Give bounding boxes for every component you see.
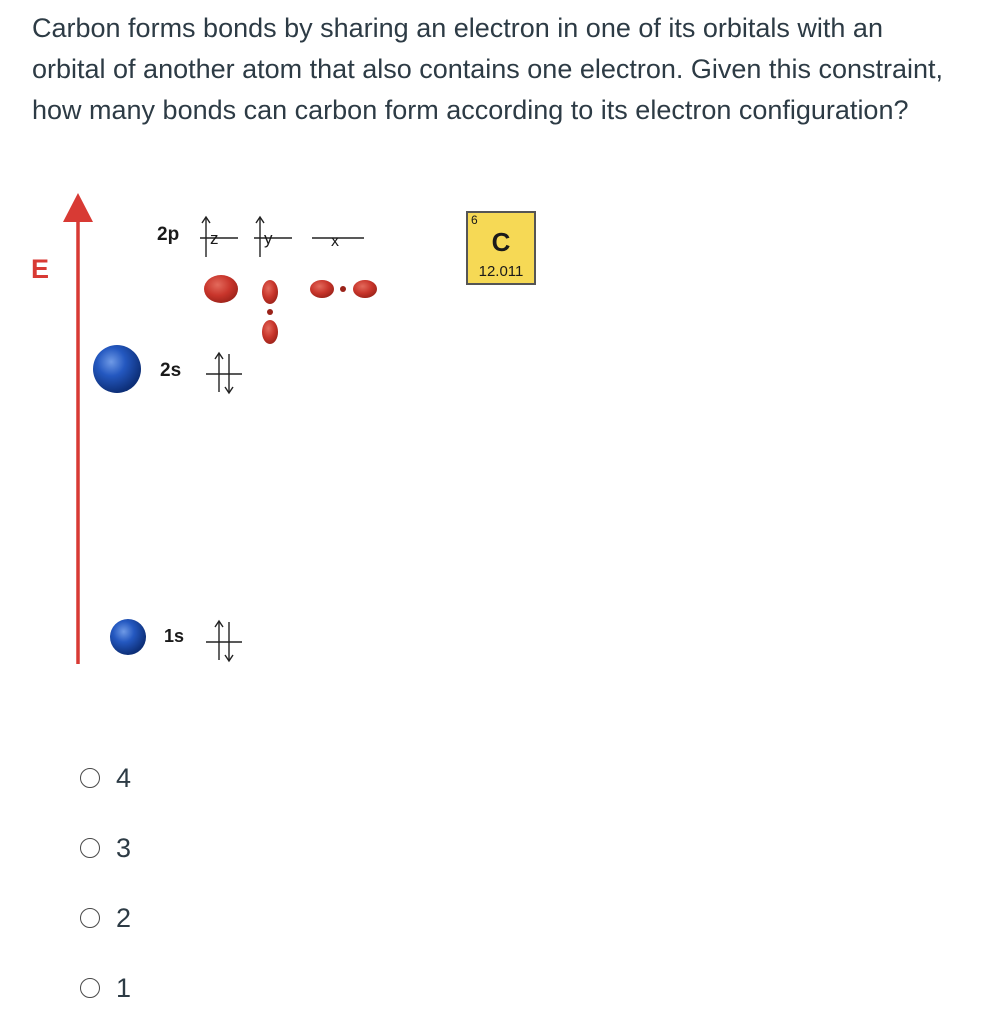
p-orbital-z-lobe	[204, 275, 238, 303]
atomic-number: 6	[471, 213, 478, 227]
p-orbital-z-box	[200, 217, 238, 257]
answer-option[interactable]	[80, 900, 131, 936]
orbital-2s-electrons	[206, 353, 242, 393]
atomic-mass: 12.011	[478, 263, 524, 280]
answer-option-label: 1	[116, 972, 132, 1003]
p-orbital-y-lobes	[262, 280, 278, 344]
energy-axis-arrow	[63, 193, 93, 664]
carbon-element-tile	[466, 211, 536, 285]
element-symbol: C	[491, 227, 511, 257]
p-orbital-z-label: z	[210, 229, 219, 248]
p-orbital-y-label: y	[264, 229, 273, 248]
answer-option[interactable]	[80, 760, 131, 796]
answer-option-label: 2	[116, 902, 132, 933]
answer-option-label: 4	[116, 762, 132, 793]
answer-option-label: 3	[116, 832, 132, 863]
answer-options	[80, 760, 131, 1024]
orbital-1s-sphere	[110, 619, 146, 655]
level-2p-label: 2p	[157, 224, 180, 245]
orbital-2s-sphere	[93, 345, 141, 393]
orbital-1s-electrons	[206, 621, 242, 661]
energy-axis-label: E	[31, 254, 50, 284]
radio-button[interactable]	[80, 908, 100, 928]
p-orbital-x-lobes	[310, 280, 377, 298]
radio-button[interactable]	[80, 838, 100, 858]
answer-option[interactable]	[80, 970, 131, 1006]
p-orbital-y-box	[254, 217, 292, 257]
question-text: Carbon forms bonds by sharing an electron in one of its orbitals with an orbital of another atom that also contains one electron. Given this constraint, how many bonds can carbon form according to its electron configuration?	[32, 13, 944, 125]
answer-option[interactable]	[80, 830, 131, 866]
p-orbital-x-label: x	[331, 233, 339, 250]
level-1s-label: 1s	[164, 626, 185, 646]
level-2s-label: 2s	[160, 360, 182, 381]
radio-button[interactable]	[80, 978, 100, 998]
radio-button[interactable]	[80, 768, 100, 788]
